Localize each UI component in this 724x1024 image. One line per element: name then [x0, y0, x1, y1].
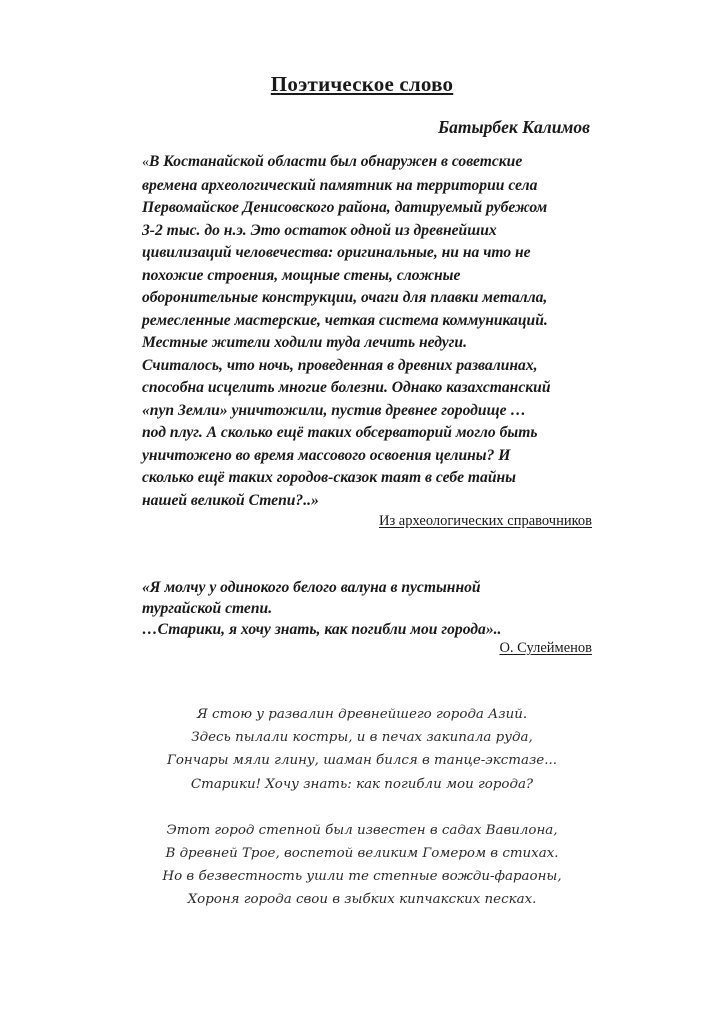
poem-line: Гончары мяли глину, шаман бился в танце-экстазе... [167, 753, 557, 769]
quote-line: Считалось, что ночь, проведенная в древних развалинах, [142, 356, 538, 374]
quote-line: нашей великой Степи?..» [142, 491, 319, 509]
quote-line: оборонительные конструкции, очаги для плавки металла, [142, 289, 548, 306]
poem-line: В древней Трое, воспетой великим Гомером в стихах. [165, 846, 559, 862]
author-name: Батырбек Калимов [437, 117, 590, 137]
poem [0, 703, 724, 935]
quote-open-mark: « [142, 155, 149, 170]
quote-source-author: О. Сулейменов [499, 640, 592, 656]
quote-line: способна исцелить многие болезни. Однако казахстанский [142, 379, 551, 396]
poem-line: Старики! Хочу знать: как погибли мои города? [190, 776, 534, 792]
quote-line: сколько ещё таких городов-сказок таят в себе тайны [142, 469, 517, 486]
suleimenov-quote [142, 577, 602, 640]
quote-line: «Я молчу у одинокого белого валуна в пустынной [142, 579, 481, 596]
poem-line: Но в безвестность ушли те степные вожди-фараоны, [162, 869, 562, 885]
quote-line: похожие строения, мощные стены, сложные [142, 266, 461, 284]
poem-line: Я стою у развалин древнейшего города Азий. [196, 707, 528, 722]
poem-line: Хороня города свои в зыбких кипчакских песках. [187, 892, 537, 908]
quote-line: Местные жители ходили туда лечить недуги. [142, 334, 467, 351]
archaeology-quote [142, 151, 602, 512]
poem-stanza [0, 819, 724, 912]
quote-line: …Старики, я хочу знать, как погибли мои города».. [142, 621, 502, 638]
quote-line: Первомайское Денисовского района, датируемый рубежом [142, 199, 548, 216]
quote-line: «пуп Земли» уничтожили, пустив древнее городище … [142, 401, 526, 419]
poem-stanza [0, 703, 724, 796]
quote-source-reference: Из археологических справочников [378, 513, 592, 529]
quote-line: 3-2 тыс. до н.э. Это остаток одной из древнейших [142, 221, 497, 239]
quote-line: ремесленные мастерские, четкая система коммуникаций. [142, 311, 548, 329]
quote-line: «В Костанайской области был обнаружен в советские [142, 153, 523, 170]
poem-line: Здесь пылали костры, и в печах закипала руда, [191, 730, 533, 746]
quote-line: времена археологический памятник на территории села [142, 176, 538, 194]
quote-line: уничтожено во время массового освоения целины? И [142, 446, 511, 464]
page-title: Поэтическое слово [270, 72, 454, 96]
quote-line: под плуг. А сколько ещё таких обсерваторий могло быть [142, 424, 538, 441]
quote-line: тургайской степи. [142, 600, 273, 617]
quote-line: цивилизаций человечества: оригинальные, ни на что не [142, 244, 531, 261]
poem-line: Этот город степной был известен в садах Вавилона, [166, 822, 558, 838]
